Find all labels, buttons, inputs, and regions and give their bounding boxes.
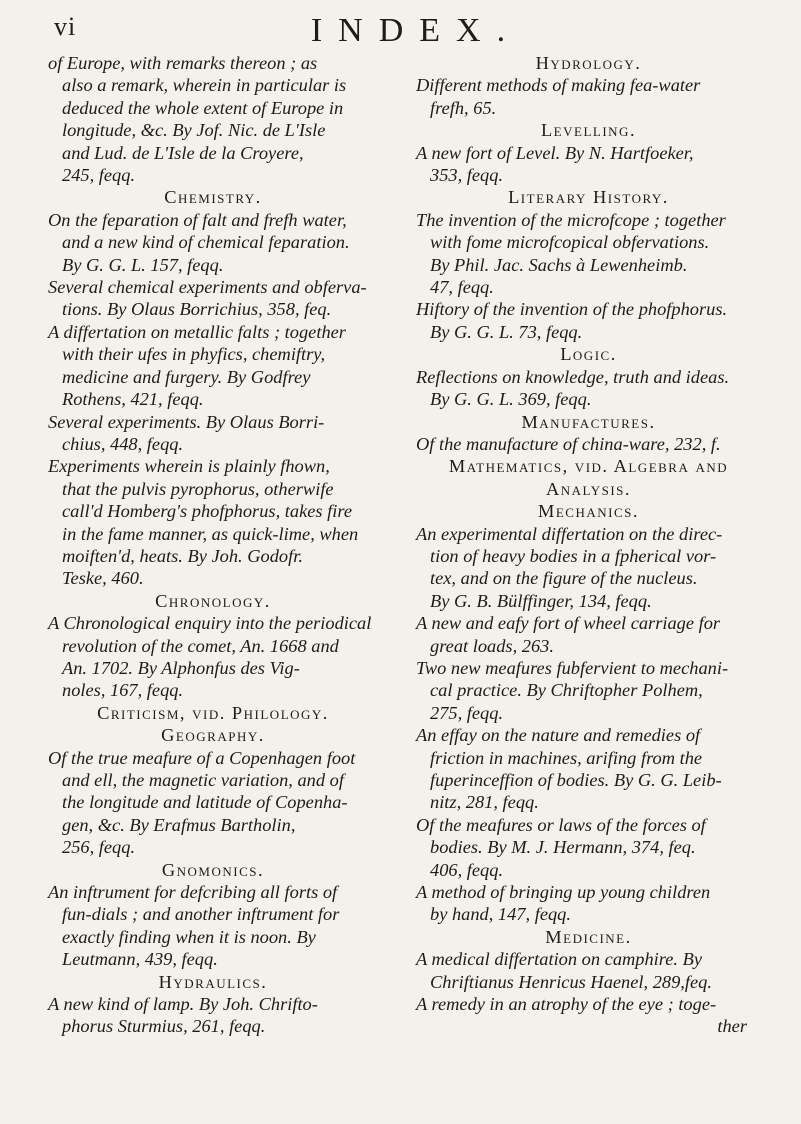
entry-line: fuperinceffion of bodies. By G. G. Leib- (430, 770, 722, 790)
right-column (416, 52, 761, 1038)
entry-line: and a new kind of chemical feparation. (62, 232, 350, 253)
index-entry (48, 747, 378, 859)
entry-line: with their ufes in phyfics, chemiftry, (62, 344, 326, 365)
entry-line: 275, feqq. (430, 702, 504, 723)
page-number: vi (54, 12, 77, 41)
entry-line: 353, feqq. (430, 165, 504, 186)
index-entry (416, 74, 761, 119)
section-heading: Logic. (560, 344, 617, 365)
entry-line: A remedy in an atrophy of the eye ; toge- (416, 994, 717, 1015)
entry-line: tions. By Olaus Borrichius, 358, feq. (62, 299, 332, 320)
entry-line: Of the meafures or laws of the forces of (416, 814, 706, 835)
section-heading: Chronology. (155, 590, 271, 611)
index-entry (48, 455, 378, 589)
entry-line: By Phil. Jac. Sachs à Lewenheimb. (430, 254, 688, 275)
index-entry (416, 142, 761, 187)
running-title: INDEX. (310, 12, 522, 49)
entry-line: tex, and on the figure of the nucleus. (430, 568, 698, 589)
entry-line: Chriftianus Henricus Haenel, 289,feq. (430, 971, 712, 992)
entry-line: revolution of the comet, An. 1668 and (62, 635, 339, 656)
entry-line: exactly finding when it is noon. By (62, 926, 316, 947)
entry-line: An. 1702. By Alphonfus des Vig- (62, 657, 300, 678)
entry-line: A Chronological enquiry into the periodical (48, 613, 372, 634)
section-heading: Literary History. (508, 187, 669, 208)
index-entry (416, 724, 761, 814)
entry-line: By G. G. L. 73, feqq. (430, 321, 583, 342)
section-heading: Criticism, vid. Philology. (97, 702, 329, 723)
entry-line: frefh, 65. (430, 97, 497, 118)
entry-line: By G. G. L. 157, feqq. (62, 254, 224, 275)
section-heading: Hydraulics. (158, 971, 268, 992)
entry-line: An inftrument for defcribing all forts of (48, 882, 338, 903)
entry-line: 47, feqq. (430, 277, 494, 298)
entry-line: Several chemical experiments and obferva- (48, 277, 367, 298)
entry-line: Two new meafures fubfervient to mechani- (416, 657, 729, 678)
entry-line: 406, feqq. (430, 859, 504, 880)
entry-line: bodies. By M. J. Hermann, 374, feq. (430, 837, 696, 858)
entry-line: with fome microfcopical obfervations. (430, 232, 710, 253)
index-entry (48, 411, 378, 456)
index-entry (416, 948, 761, 993)
entry-line: Of the manufacture of china-ware, 232, f. (416, 433, 721, 454)
page-header (48, 12, 768, 49)
entry-line: longitude, &c. By Jof. Nic. de L'Isle (62, 120, 326, 141)
section-heading: Levelling. (540, 120, 637, 141)
entry-line: A differtation on metallic falts ; together (48, 321, 346, 342)
index-entry (416, 523, 761, 613)
entry-line: A new and eafy fort of wheel carriage for (416, 613, 721, 634)
section-heading: Manufactures. (521, 411, 656, 432)
entry-line: cal practice. By Chriftopher Polhem, (430, 680, 703, 701)
entry-line: A new fort of Level. By N. Hartfoeker, (416, 142, 694, 163)
index-entry (416, 814, 761, 881)
entry-line: that the pulvis pyrophorus, otherwife (62, 478, 334, 499)
entry-line: Leutmann, 439, feqq. (62, 949, 218, 970)
index-entry (416, 433, 761, 455)
section-heading: Chemistry. (164, 187, 262, 208)
entry-line: Different methods of making fea-water (416, 75, 701, 96)
index-entry (48, 276, 378, 321)
entry-line: deduced the whole extent of Europe in (62, 97, 344, 118)
entry-line: The invention of the microfcope ; together (416, 209, 726, 230)
entry-line: the longitude and latitude of Copenha- (62, 792, 348, 813)
section-heading: Geography. (161, 725, 265, 746)
index-entry (48, 52, 378, 186)
catchword: ther (717, 1016, 747, 1037)
entry-line: Hiftory of the invention of the phofphorus. (416, 299, 728, 320)
index-entry (416, 366, 761, 411)
left-column (48, 52, 378, 1038)
entry-line: An experimental differtation on the direc- (416, 523, 723, 544)
entry-line: moiften'd, heats. By Joh. Godofr. (62, 545, 303, 566)
entry-line: Several experiments. By Olaus Borri- (48, 411, 325, 432)
entry-line: noles, 167, feqq. (62, 680, 184, 701)
index-entry (48, 881, 378, 971)
entry-line: by hand, 147, feqq. (430, 904, 571, 925)
entry-line: By G. B. Bülffinger, 134, feqq. (430, 590, 652, 611)
index-entry (48, 209, 378, 276)
entry-line: 245, feqq. (62, 165, 136, 186)
section-heading: Hydrology. (535, 53, 642, 73)
entry-line: also a remark, wherein in particular is (62, 75, 347, 96)
index-entry (416, 612, 761, 657)
entry-line: medicine and furgery. By Godfrey (62, 366, 311, 387)
index-entry (416, 209, 761, 299)
entry-line: An effay on the nature and remedies of (416, 725, 701, 746)
entry-line: friction in machines, arifing from the (430, 747, 703, 768)
entry-line: of Europe, with remarks thereon ; as (48, 53, 318, 73)
index-entry (416, 657, 761, 724)
index-entry (48, 993, 378, 1038)
index-entry (416, 993, 761, 1015)
entry-line: 256, feqq. (62, 837, 136, 858)
index-entry (416, 881, 761, 926)
entry-line: gen, &c. By Erafmus Bartholin, (62, 814, 296, 835)
entry-line: Of the true meafure of a Copenhagen foot (48, 747, 356, 768)
entry-line: A medical differtation on camphire. By (416, 949, 703, 970)
entry-line: great loads, 263. (430, 635, 554, 656)
section-heading: Mathematics, vid. Algebra and (448, 456, 729, 477)
entry-line: Rothens, 421, feqq. (62, 389, 204, 410)
section-heading: Mechanics. (538, 501, 639, 522)
entry-line: fun-dials ; and another inftrument for (62, 904, 340, 925)
entry-line: and ell, the magnetic variation, and of (62, 770, 344, 790)
entry-line: nitz, 281, feqq. (430, 792, 539, 813)
index-entry (416, 298, 761, 343)
entry-line: and Lud. de L'Isle de la Croyere, (62, 142, 304, 163)
index-entry (48, 321, 378, 411)
section-heading: Analysis. (546, 478, 631, 499)
section-heading: Gnomonics. (161, 859, 265, 880)
index-entry (48, 612, 378, 702)
entry-line: By G. G. L. 369, feqq. (430, 389, 592, 410)
entry-line: in the fame manner, as quick-lime, when (62, 523, 359, 544)
entry-line: chius, 448, feqq. (62, 433, 184, 454)
entry-line: A new kind of lamp. By Joh. Chrifto- (48, 994, 318, 1015)
entry-line: Experiments wherein is plainly fhown, (48, 456, 330, 477)
entry-line: phorus Sturmius, 261, feqq. (62, 1016, 266, 1037)
entry-line: On the feparation of falt and frefh water, (48, 209, 347, 230)
entry-line: Reflections on knowledge, truth and ideas. (416, 366, 730, 387)
entry-line: call'd Homberg's phofphorus, takes fire (62, 501, 353, 522)
entry-line: tion of heavy bodies in a fpherical vor- (430, 545, 717, 566)
section-heading: Medicine. (545, 926, 632, 947)
entry-line: A method of bringing up young children (416, 882, 711, 903)
entry-line: Teske, 460. (62, 568, 144, 589)
